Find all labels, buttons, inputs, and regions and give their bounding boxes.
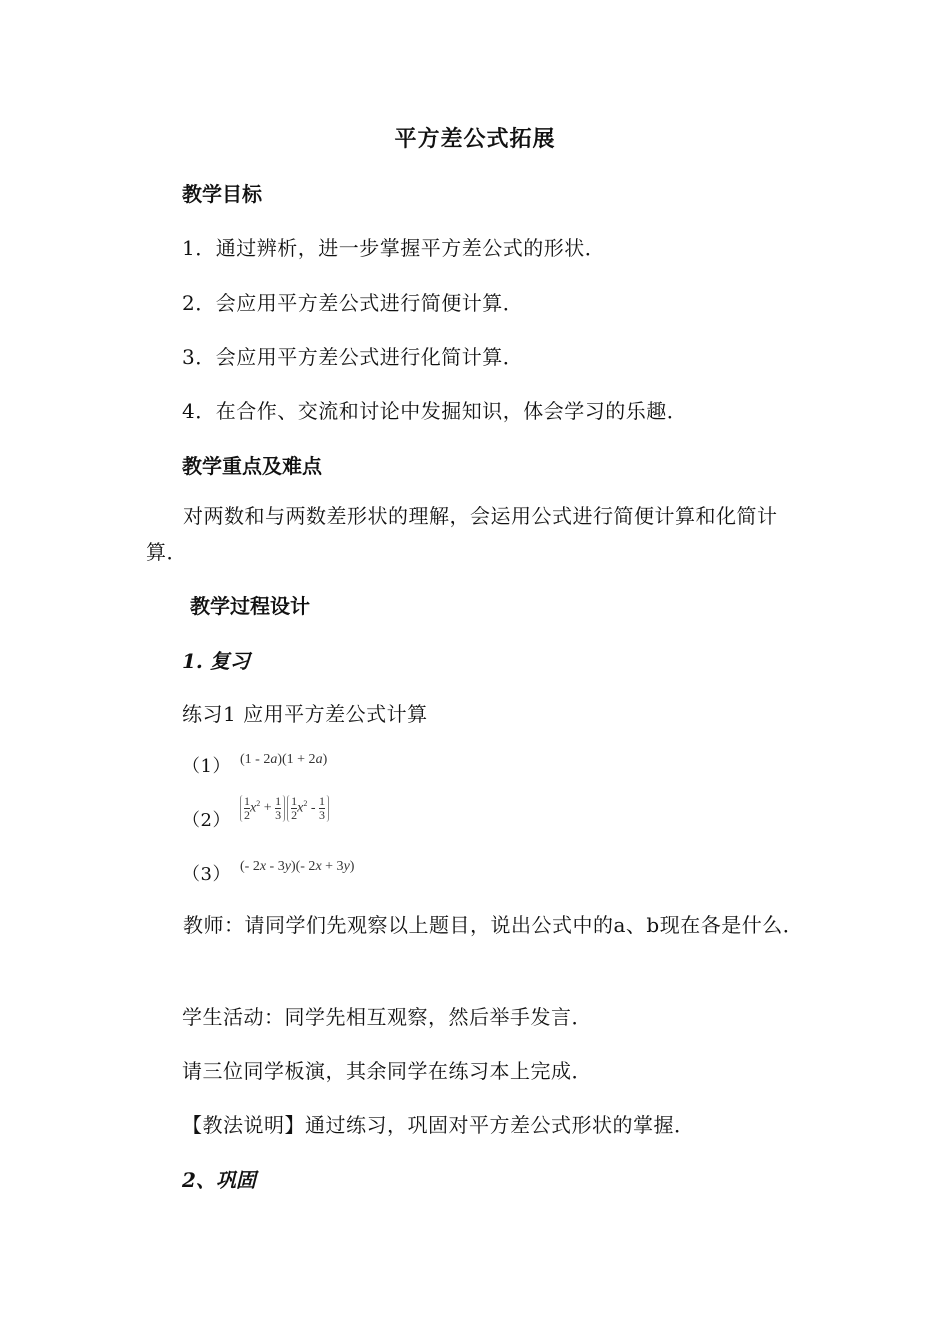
- key-points-heading: 教学重点及难点: [182, 454, 322, 478]
- problem-expression: (- 2x - 3y)(- 2x + 3y): [240, 859, 355, 874]
- exercise-title: 练习1 应用平方差公式计算: [182, 702, 428, 726]
- student-text: 学生活动：同学先相互观察，然后举手发言．: [182, 1005, 592, 1029]
- goals-heading: 教学目标: [182, 182, 262, 206]
- problem-label: （2）: [182, 810, 231, 831]
- problem-label: （1）: [182, 756, 231, 777]
- key-points-text: 对两数和与两数差形状的理解，会运用公式进行简便计算和化简计算．: [146, 504, 778, 564]
- page-title: 平方差公式拓展: [394, 127, 556, 152]
- problem-expression: $\frac{1}{2}$ $x^2$ + $\frac{1}{3}$ $\frac{1}{2}$ $x^2$ - $\frac{1}{3}$: [240, 795, 331, 822]
- board-text: 请三位同学板演，其余同学在练习本上完成．: [182, 1059, 592, 1083]
- goal-item: 1．通过辨析，进一步掌握平方差公式的形状．: [182, 236, 606, 260]
- review-heading: 1. 复习: [182, 649, 250, 673]
- goal-item: 4．在合作、交流和讨论中发掘知识，体会学习的乐趣．: [182, 399, 688, 423]
- consolidate-heading: 2、巩固: [182, 1168, 256, 1192]
- teacher-text: 教师：请同学们先观察以上题目，说出公式中的a、b现在各是什么．: [183, 913, 804, 937]
- process-heading: 教学过程设计: [190, 594, 310, 618]
- goal-item: 3．会应用平方差公式进行化简计算．: [182, 345, 524, 369]
- problem-expression: (1 - 2a)(1 + 2a): [240, 752, 328, 767]
- method-note: 【教法说明】通过练习，巩固对平方差公式形状的掌握．: [182, 1113, 695, 1137]
- problem-label: （3）: [182, 864, 231, 885]
- goal-item: 2．会应用平方差公式进行简便计算．: [182, 291, 524, 315]
